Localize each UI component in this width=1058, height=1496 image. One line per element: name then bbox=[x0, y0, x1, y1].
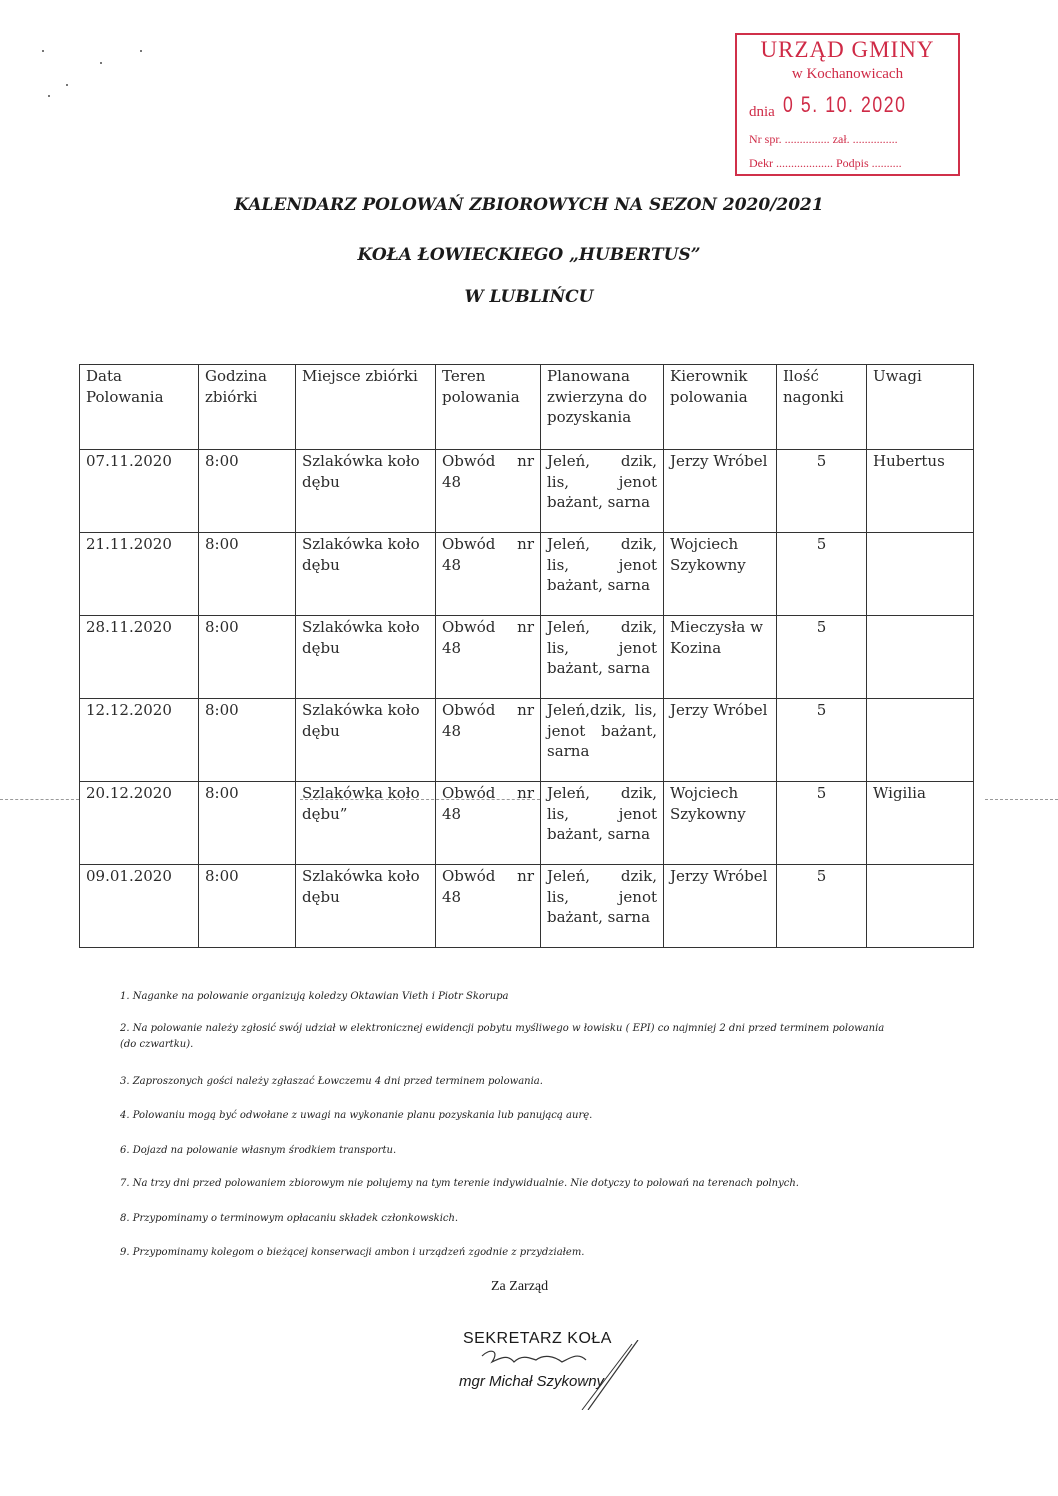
column-header-time: Godzina zbiórki bbox=[199, 365, 296, 450]
stamp-nr-line: Nr spr. ............... zał. ............... bbox=[749, 132, 898, 146]
cell-game: Jeleń, dzik, lis, jenot bażant, sarna bbox=[541, 865, 664, 948]
table-header-row bbox=[80, 365, 974, 450]
table-row bbox=[80, 865, 974, 948]
note-item: 3. Zaproszonych gości należy zgłaszać Łowczemu 4 dni przed terminem polowania. bbox=[120, 1076, 543, 1087]
cell-place: Szlakówka koło dębu bbox=[296, 616, 436, 699]
cell-leader: Wojciech Szykowny bbox=[664, 533, 777, 616]
cell-date: 12.12.2020 bbox=[80, 699, 199, 782]
cell-beaters: 5 bbox=[777, 782, 867, 865]
cell-leader: Jerzy Wróbel bbox=[664, 865, 777, 948]
cell-beaters: 5 bbox=[777, 450, 867, 533]
scan-artifacts bbox=[0, 0, 200, 130]
note-item: 7. Na trzy dni przed polowaniem zbiorowym nie polujemy na tym terenie indywidualnie. Nie dotyczy to polowań na terenach polnych. bbox=[120, 1178, 799, 1189]
stamp-location: w Kochanowicach bbox=[791, 66, 904, 82]
table-row bbox=[80, 699, 974, 782]
cell-area: Obwód nr 48 bbox=[436, 865, 541, 948]
stamp-date-value: 0 5. 10. 2020 bbox=[782, 92, 907, 117]
column-header-place: Miejsce zbiórki bbox=[296, 365, 436, 450]
table-row bbox=[80, 616, 974, 699]
cell-date: 21.11.2020 bbox=[80, 533, 199, 616]
cell-beaters: 5 bbox=[777, 616, 867, 699]
cell-game: Jeleń, dzik, lis, jenot bażant, sarna bbox=[541, 782, 664, 865]
cell-leader: Wojciech Szykowny bbox=[664, 782, 777, 865]
cell-date: 28.11.2020 bbox=[80, 616, 199, 699]
cell-place: Szlakówka koło dębu bbox=[296, 533, 436, 616]
cell-game: Jeleń,dzik, lis, jenot bażant, sarna bbox=[541, 699, 664, 782]
note-item: 4. Polowaniu mogą być odwołane z uwagi na wykonanie planu pozyskania lub panującą aurę. bbox=[120, 1110, 593, 1121]
table-row bbox=[80, 782, 974, 865]
cell-area: Obwód nr 48 bbox=[436, 782, 541, 865]
column-header-notes: Uwagi bbox=[867, 365, 974, 450]
cell-notes bbox=[867, 533, 974, 616]
cell-area: Obwód nr 48 bbox=[436, 699, 541, 782]
handwritten-signature-icon bbox=[470, 1340, 650, 1410]
cell-game: Jeleń, dzik, lis, jenot bażant, sarna bbox=[541, 533, 664, 616]
cell-time: 8:00 bbox=[199, 865, 296, 948]
signature-board-label: Za Zarząd bbox=[491, 1279, 549, 1294]
cell-notes bbox=[867, 865, 974, 948]
note-item: 1. Naganke na polowanie organizują koledzy Oktawian Vieth i Piotr Skorupa bbox=[120, 991, 509, 1002]
column-header-beaters: Ilość nagonki bbox=[777, 365, 867, 450]
note-item: 6. Dojazd na polowanie własnym środkiem transportu. bbox=[120, 1145, 397, 1156]
cell-date: 07.11.2020 bbox=[80, 450, 199, 533]
scan-fold-line-middle bbox=[300, 799, 540, 800]
cell-beaters: 5 bbox=[777, 865, 867, 948]
cell-place: Szlakówka koło dębu bbox=[296, 699, 436, 782]
cell-time: 8:00 bbox=[199, 616, 296, 699]
scan-fold-line-left bbox=[0, 799, 79, 800]
note-item: 2. Na polowanie należy zgłosić swój udział w elektronicznej ewidencji pobytu myśliwego w łowisku ( EPI) co najmniej 2 dni przed terminem polowania (do czwartku). bbox=[120, 1023, 885, 1050]
cell-game: Jeleń, dzik, lis, jenot bażant, sarna bbox=[541, 450, 664, 533]
cell-date: 09.01.2020 bbox=[80, 865, 199, 948]
cell-place: Szlakówka koło dębu bbox=[296, 450, 436, 533]
cell-notes: Wigilia bbox=[867, 782, 974, 865]
signature-role: SEKRETARZ KOŁA bbox=[463, 1330, 612, 1347]
stamp-office: URZĄD GMINY bbox=[760, 37, 935, 62]
cell-date: 20.12.2020 bbox=[80, 782, 199, 865]
stamp-dekr-line: Dekr ................... Podpis .......... bbox=[749, 156, 902, 170]
signature-name: mgr Michał Szykowny bbox=[459, 1373, 605, 1390]
table-row bbox=[80, 450, 974, 533]
cell-place: Szlakówka koło dębu bbox=[296, 865, 436, 948]
cell-place: Szlakówka koło dębu” bbox=[296, 782, 436, 865]
document-subtitle-city: W LUBLIŃCU bbox=[464, 287, 594, 307]
office-stamp bbox=[735, 33, 960, 176]
stamp-date-row bbox=[749, 92, 937, 121]
cell-area: Obwód nr 48 bbox=[436, 616, 541, 699]
cell-time: 8:00 bbox=[199, 699, 296, 782]
scan-fold-line-right bbox=[985, 799, 1058, 800]
cell-area: Obwód nr 48 bbox=[436, 450, 541, 533]
document-subtitle-club: KOŁA ŁOWIECKIEGO „HUBERTUS” bbox=[357, 245, 701, 265]
cell-beaters: 5 bbox=[777, 699, 867, 782]
column-header-date: Data Polowania bbox=[80, 365, 199, 450]
note-item: 8. Przypominamy o terminowym opłacaniu składek członkowskich. bbox=[120, 1213, 459, 1224]
column-header-leader: Kierownik polowania bbox=[664, 365, 777, 450]
cell-time: 8:00 bbox=[199, 450, 296, 533]
stamp-date-label: dnia bbox=[749, 104, 775, 120]
cell-leader: Jerzy Wróbel bbox=[664, 699, 777, 782]
table-row bbox=[80, 533, 974, 616]
cell-leader: Mieczysła w Kozina bbox=[664, 616, 777, 699]
cell-notes bbox=[867, 616, 974, 699]
cell-game: Jeleń, dzik, lis, jenot bażant, sarna bbox=[541, 616, 664, 699]
column-header-game: Planowana zwierzyna do pozyskania bbox=[541, 365, 664, 450]
cell-area: Obwód nr 48 bbox=[436, 533, 541, 616]
note-item: 9. Przypominamy kolegom o bieżącej konserwacji ambon i urządzeń zgodnie z przydziałem. bbox=[120, 1247, 585, 1258]
cell-time: 8:00 bbox=[199, 782, 296, 865]
cell-time: 8:00 bbox=[199, 533, 296, 616]
cell-notes: Hubertus bbox=[867, 450, 974, 533]
hunt-calendar-table bbox=[79, 364, 974, 948]
cell-beaters: 5 bbox=[777, 533, 867, 616]
document-title: KALENDARZ POLOWAŃ ZBIOROWYCH NA SEZON 2020/2021 bbox=[234, 195, 824, 215]
cell-leader: Jerzy Wróbel bbox=[664, 450, 777, 533]
cell-notes bbox=[867, 699, 974, 782]
column-header-area: Teren polowania bbox=[436, 365, 541, 450]
